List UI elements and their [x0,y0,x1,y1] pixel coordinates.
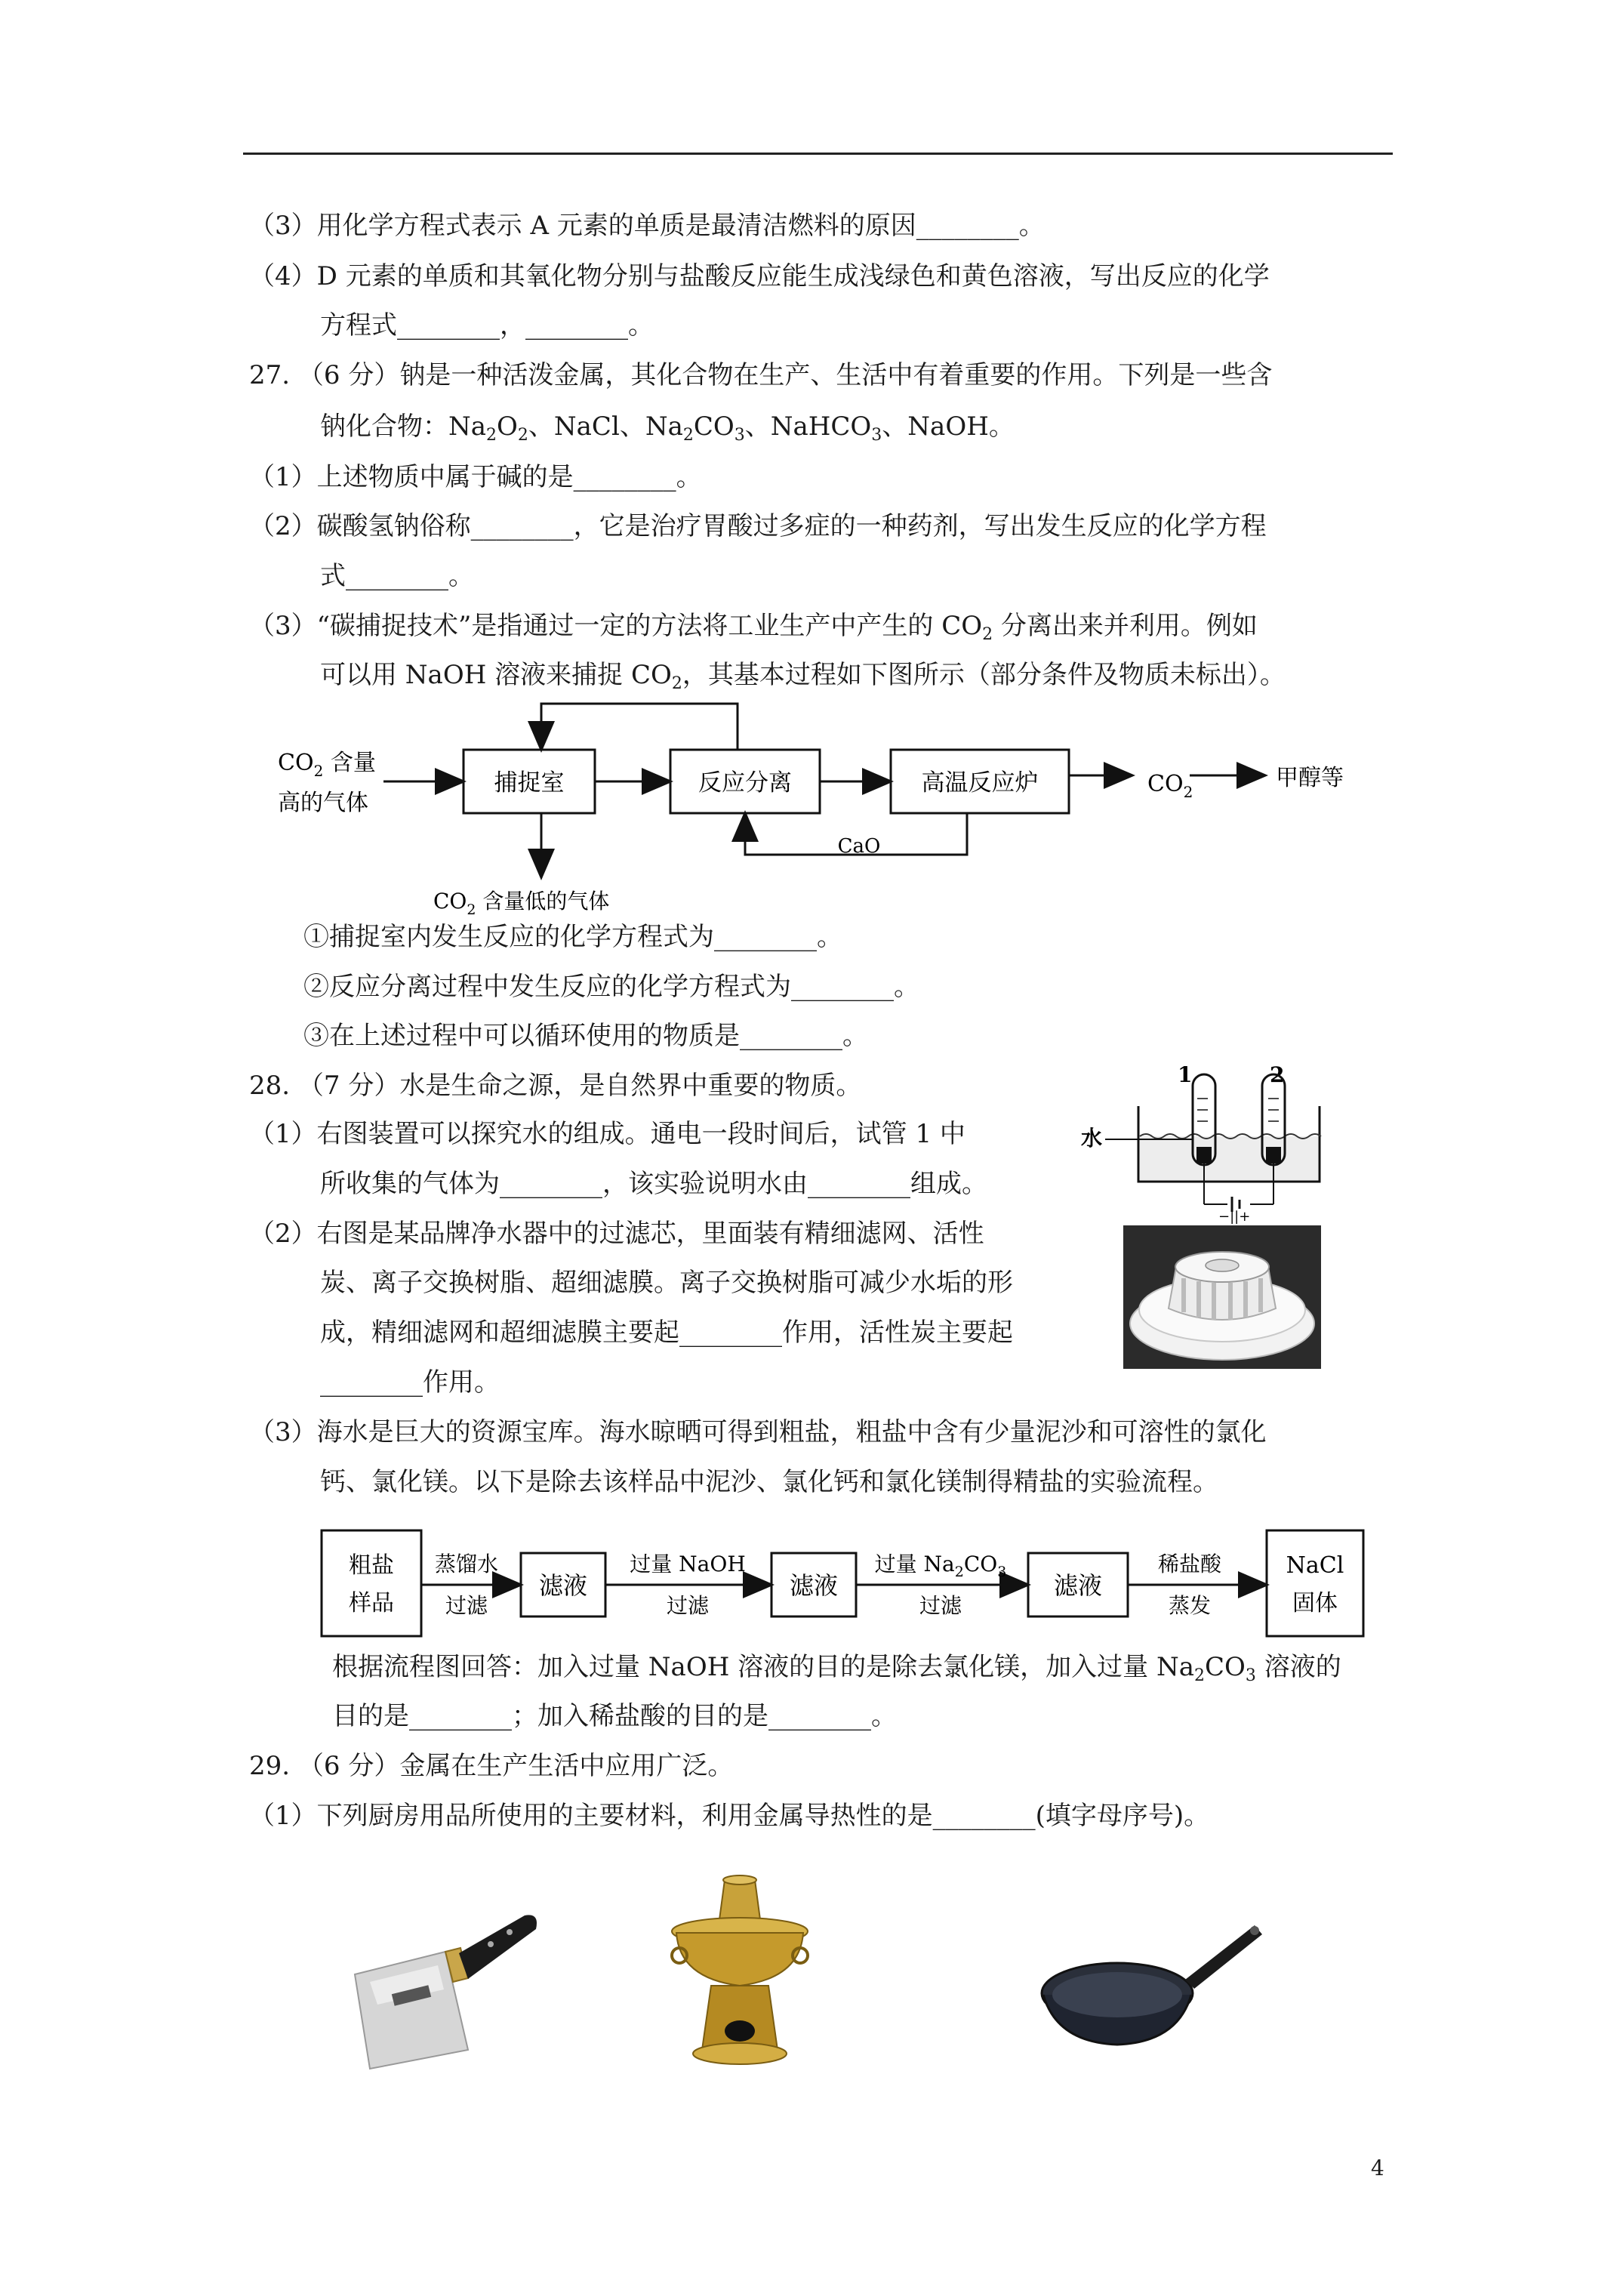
tube2-label: 2 [1270,1062,1285,1087]
svg-text:蒸馏水: 蒸馏水 [434,1552,499,1576]
q28-part3-line2: 钙、氯化镁。以下是除去该样品中泥沙、氯化钙和氯化镁制得精盐的实验流程。 [320,1467,1218,1497]
copper-hotpot-image [664,1872,815,2076]
electrode-1 [1196,1147,1212,1163]
svg-text:过滤: 过滤 [666,1593,710,1618]
flow-box-capture-label: 捕捉室 [494,769,565,797]
salt-purification-flowchart [317,1514,1374,1650]
q27-sub3: ③在上述过程中可以循环使用的物质是________。 [303,1021,868,1051]
svg-text:过滤: 过滤 [919,1593,962,1618]
electrode-2 [1266,1147,1281,1163]
flow2-box-end [1267,1530,1363,1636]
svg-text:稀盐酸: 稀盐酸 [1157,1552,1222,1576]
q27-sub2: ②反应分离过程中发生反应的化学方程式为________。 [303,972,919,1002]
flow-cao-label: CaO [837,835,881,858]
q28-intro: 28. （7 分）水是生命之源，是自然界中重要的物质。 [249,1071,862,1101]
q27-intro-line2: 钠化合物：$Na_2O_2$、NaCl、$Na_2CO_3$、NaHCO$_3$、NaOH。 [320,411,1015,445]
flow-output-methanol: 甲醇等 [1276,765,1344,791]
svg-text:滤液: 滤液 [1053,1571,1103,1600]
frying-pan-image [1034,1910,1268,2061]
q27-part2-line2: 式________。 [320,561,474,591]
q29-part1: （1）下列厨房用品所使用的主要材料，利用金属导热性的是________(填字母序号)。 [249,1801,1210,1831]
battery-label: −||+ [1218,1209,1251,1225]
q26-part4-line2: 方程式________，________。 [320,310,654,341]
flow-box-separation-label: 反应分离 [698,769,792,797]
q27-sub1: ①捕捉室内发生反应的化学方程式为________。 [303,922,842,952]
svg-text:滤液: 滤液 [538,1571,588,1600]
svg-text:过滤: 过滤 [445,1593,488,1618]
q28-answer-line2: 目的是________；加入稀盐酸的目的是________。 [332,1701,897,1731]
q29-intro: 29. （6 分）金属在生产生活中应用广泛。 [249,1751,734,1781]
q28-part3-line1: （3）海水是巨大的资源宝库。海水晾晒可得到粗盐，粗盐中含有少量泥沙和可溶性的氯化 [249,1417,1267,1447]
flow-recycle-arrow-top [541,704,738,750]
q26-part4-line1: （4）D 元素的单质和其氧化物分别与盐酸反应能生成浅绿色和黄色溶液，写出反应的化学 [249,261,1270,291]
q27-part2-line1: （2）碳酸氢钠俗称________，它是治疗胃酸过多症的一种药剂，写出发生反应的化学方程 [249,511,1267,541]
q26-part3: （3）用化学方程式表示 A 元素的单质是最清洁燃料的原因________。 [249,211,1045,241]
page-number: 4 [1371,2156,1384,2180]
q28-part1-line2: 所收集的气体为________，该实验说明水由________组成。 [320,1169,987,1199]
flow-input-label-line1: $CO_2$ 含量 [278,750,376,780]
flow-input-label-line2: 高的气体 [278,790,368,816]
water-filter-cartridge-image [1123,1225,1321,1369]
svg-text:NaCl: NaCl [1286,1552,1344,1579]
flow2-box-start [322,1530,421,1636]
svg-text:蒸发: 蒸发 [1168,1593,1212,1618]
q27-part3-line1: （3）“碳捕捉技术”是指通过一定的方法将工业生产中产生的 $CO_2$ 分离出来并利用。例如 [249,611,1258,644]
header-rule [243,153,1393,155]
carbon-capture-flowchart [257,695,1344,921]
electrolysis-apparatus-image [1072,1053,1336,1227]
svg-text:过量 Na2CO3: 过量 $Na_2CO_3$ [874,1552,1007,1580]
flow-box-furnace-label: 高温反应炉 [921,769,1039,797]
svg-text:样品: 样品 [349,1590,394,1616]
tube1-label: 1 [1178,1062,1193,1087]
q28-part2-line2: 炭、离子交换树脂、超细滤膜。离子交换树脂可减少水垢的形 [320,1268,1013,1298]
water-label: 水 [1081,1126,1103,1151]
svg-text:粗盐: 粗盐 [349,1552,394,1579]
q27-part3-line2: 可以用 NaOH 溶液来捕捉 $CO_2$，其基本过程如下图所示（部分条件及物质未标出）。 [320,660,1286,693]
q28-part2-line1: （2）右图是某品牌净水器中的过滤芯，里面装有精细滤网、活性 [249,1219,984,1249]
flow-low-gas-label: $CO_2$ 含量低的气体 [433,889,610,918]
q27-intro-line1: 27. （6 分）钠是一种活泼金属，其化合物在生产、生活中有着重要的作用。下列是一些含 [249,360,1273,390]
flow-output-co2: $CO_2$ [1147,771,1193,801]
q27-part1: （1）上述物质中属于碱的是________。 [249,462,702,492]
q28-answer-line1: 根据流程图回答：加入过量 NaOH 溶液的目的是除去氯化镁，加入过量 $Na_2CO_3$ 溶液的 [332,1652,1341,1685]
svg-text:过量 NaOH: 过量 NaOH [630,1552,746,1576]
svg-text:固体: 固体 [1292,1590,1338,1616]
kitchen-knife-image [347,1906,544,2073]
q28-part1-line1: （1）右图装置可以探究水的组成。通电一段时间后，试管 1 中 [249,1119,965,1149]
svg-text:滤液: 滤液 [789,1571,839,1600]
q28-part2-line3: 成，精细滤网和超细滤膜主要起________作用，活性炭主要起 [320,1318,1013,1348]
q28-part2-line4: ________作用。 [320,1367,500,1398]
